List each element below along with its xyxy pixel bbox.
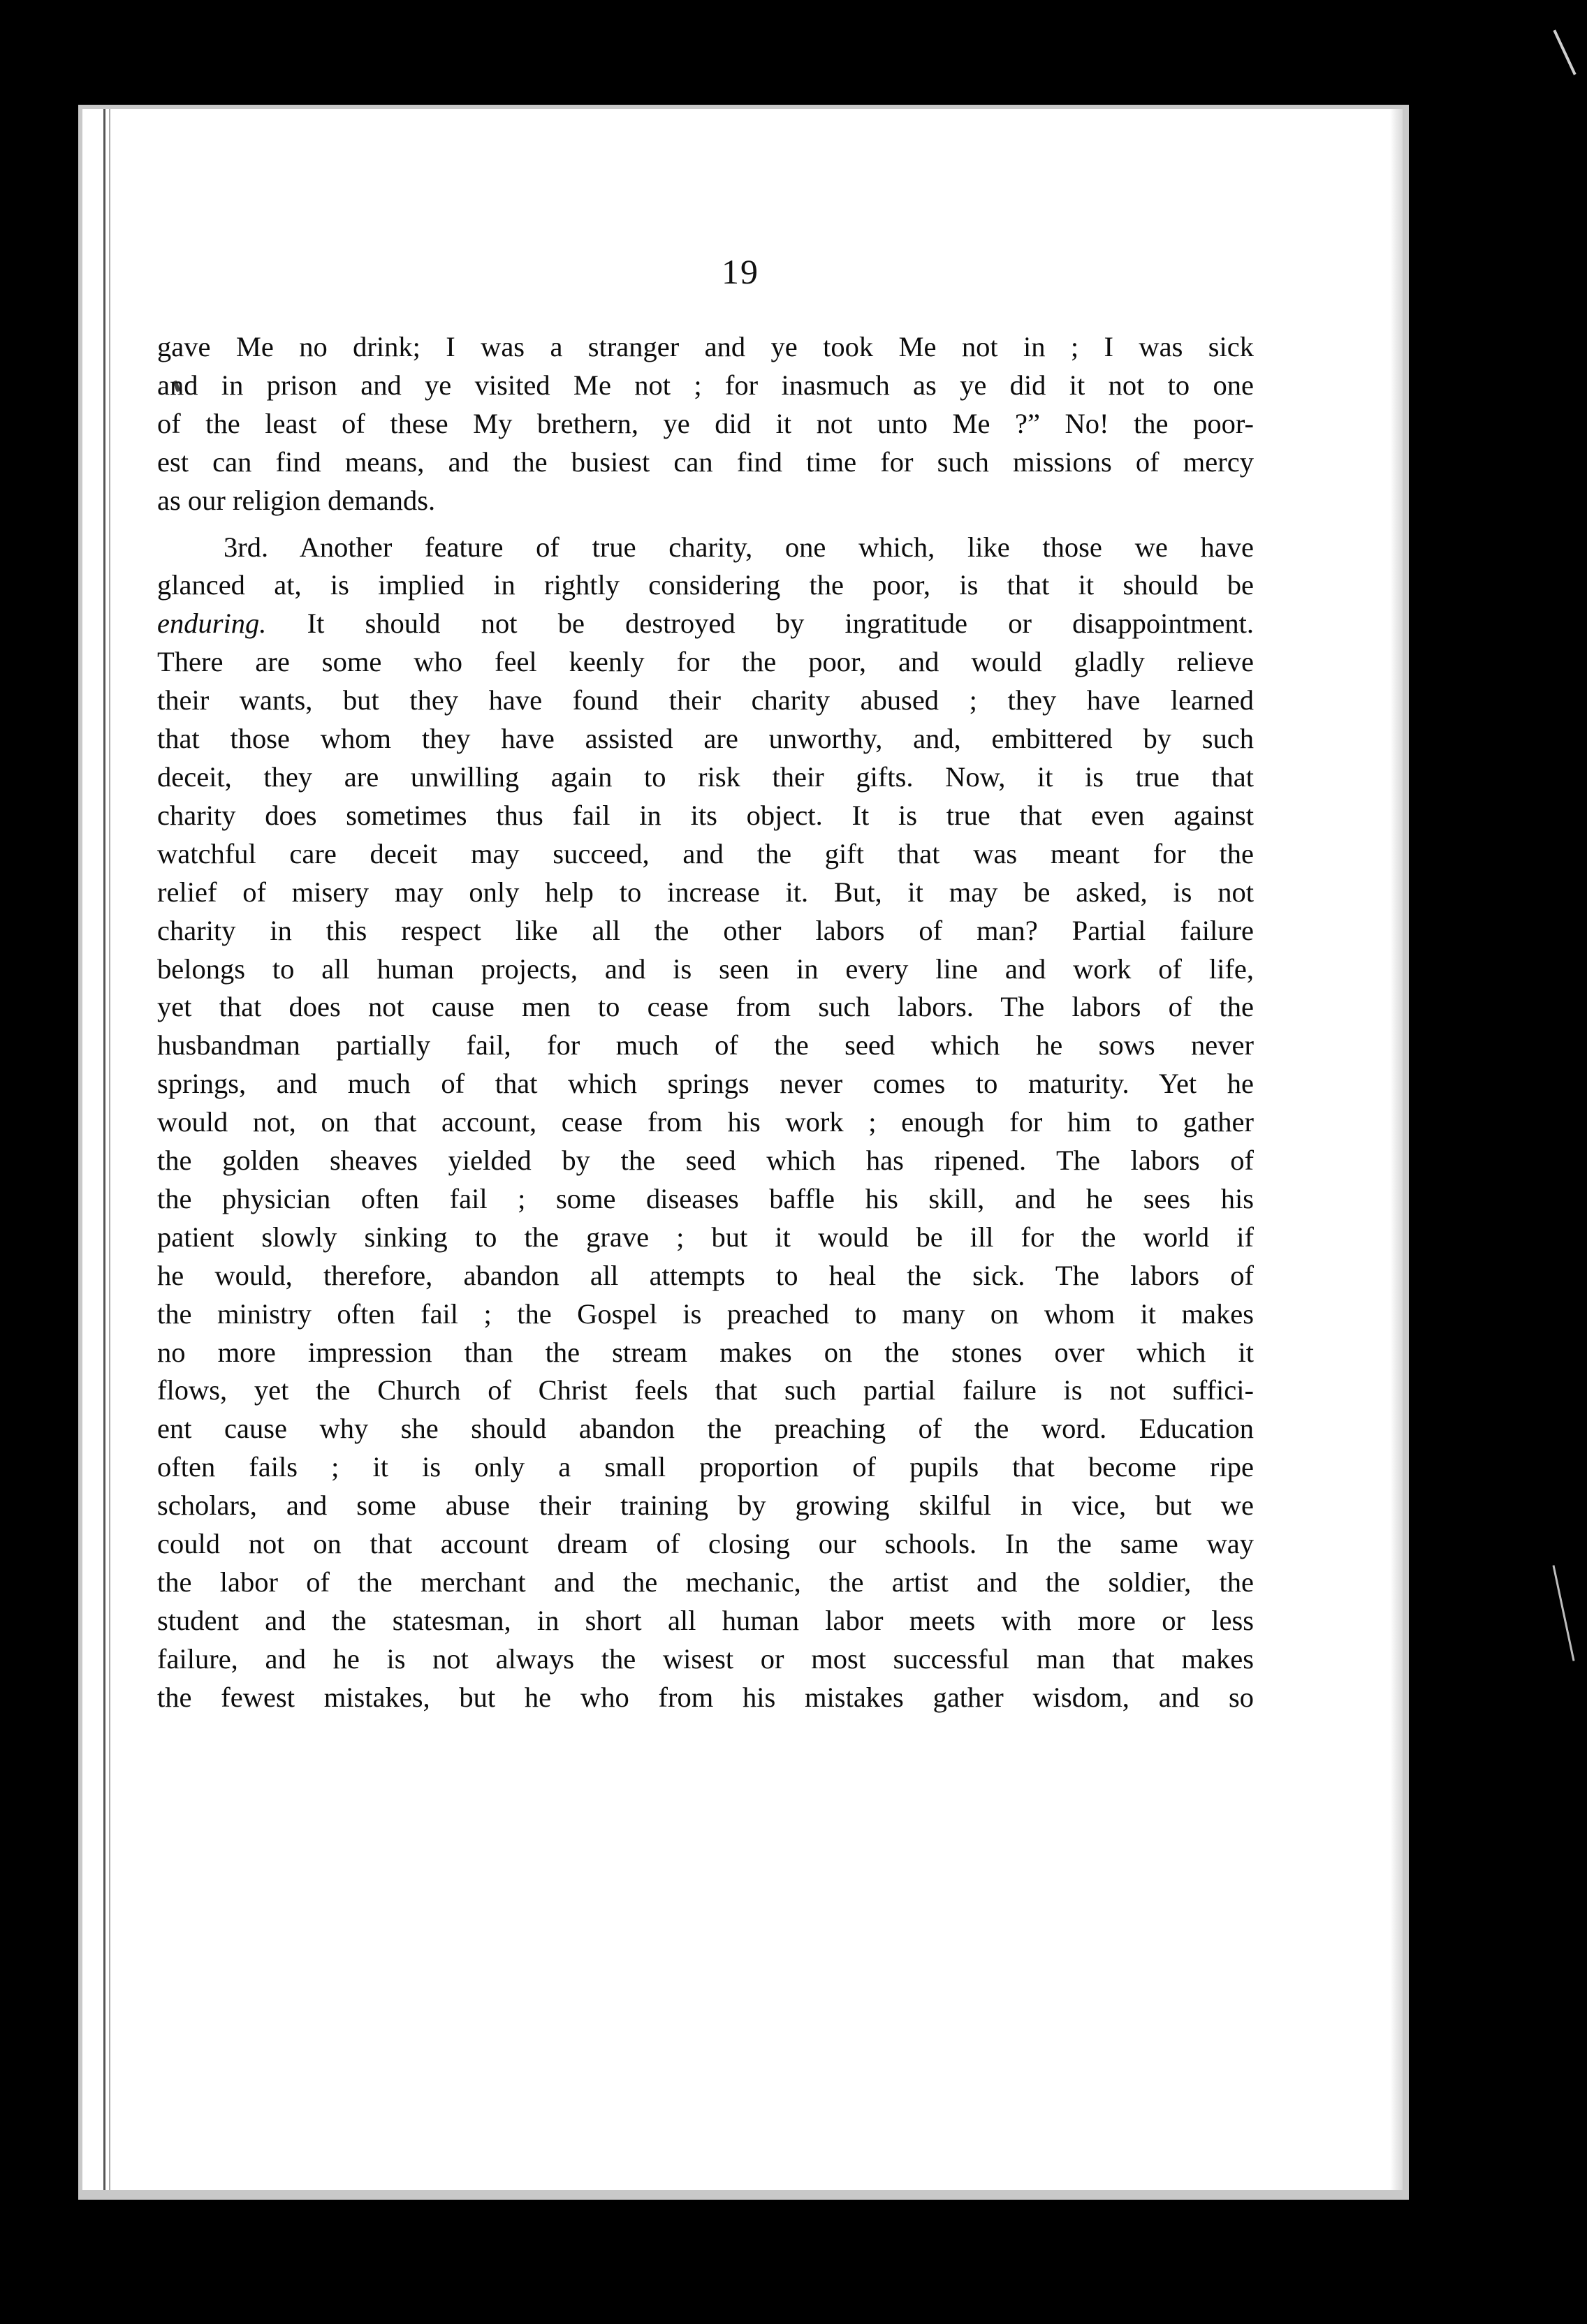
paragraph-third-point: [157, 529, 1254, 1717]
text-line: deceit, they are unwilling again to risk their gifts. Now, it is true that: [157, 760, 1254, 793]
text-line: often fails ; it is only a small proportion of pupils that become ripe: [157, 1451, 1254, 1483]
text-line: failure, and he is not always the wisest or most successful man that makes: [157, 1642, 1254, 1675]
text-line: the ministry often fail ; the Gospel is preached to many on whom it makes: [157, 1297, 1254, 1330]
text-line: husbandman partially fail, for much of the seed which he sows never: [157, 1029, 1254, 1061]
text-line: of the least of these My brethern, ye did it not unto Me ?” No! the poor-: [157, 407, 1254, 439]
scan-scratch-mark: [1553, 29, 1576, 75]
text-line: the labor of the merchant and the mechanic, the artist and the soldier, the: [157, 1566, 1254, 1598]
text-line: springs, and much of that which springs never comes to maturity. Yet he: [157, 1068, 1254, 1100]
page-number: 19: [722, 252, 759, 291]
text-line: that those whom they have assisted are unworthy, and, embittered by such: [157, 723, 1254, 755]
text-line: relief of misery may only help to increase it. But, it may be asked, is not: [157, 876, 1254, 908]
text-line: would not, on that account, cease from his work ; enough for him to gather: [157, 1106, 1254, 1138]
text-line: the physician often fail ; some diseases baffle his skill, and he sees his: [157, 1182, 1254, 1214]
text-line: enduring. It should not be destroyed by ingratitude or disappointment.: [157, 608, 1254, 640]
text-line: and in prison and ye visited Me not ; for inasmuch as ye did it not to one: [157, 369, 1254, 401]
text-line: the golden sheaves yielded by the seed which has ripened. The labors of: [157, 1145, 1254, 1177]
paragraph-continuation: [157, 328, 1254, 520]
text-line: flows, yet the Church of Christ feels that such partial failure is not suffici-: [157, 1374, 1254, 1406]
text-line: charity in this respect like all the other labors of man? Partial failure: [157, 914, 1254, 946]
text-line: est can find means, and the busiest can find time for such missions of mercy: [157, 446, 1254, 478]
binding-gutter-line-inner: [109, 109, 110, 2190]
text-line: glanced at, is implied in rightly considering the poor, is that it should be: [157, 569, 1254, 601]
scan-scratch-mark: [1552, 1565, 1574, 1661]
page-edge-shading: [1390, 109, 1403, 2190]
body-text: [157, 328, 1254, 1717]
text-line: yet that does not cause men to cease from such labors. The labors of the: [157, 991, 1254, 1023]
text-line: the fewest mistakes, but he who from his mistakes gather wisdom, and so: [157, 1681, 1254, 1713]
text-line: scholars, and some abuse their training by growing skilful in vice, but we: [157, 1490, 1254, 1522]
text-line: There are some who feel keenly for the poor, and would gladly relieve: [157, 646, 1254, 678]
emphasized-word: enduring.: [157, 608, 267, 640]
text-line: could not on that account dream of closing our schools. In the same way: [157, 1528, 1254, 1560]
text-line: 3rd. Another feature of true charity, one which, like those we have: [224, 531, 1254, 563]
text-line: charity does sometimes thus fail in its object. It is true that even against: [157, 799, 1254, 831]
text-line: watchful care deceit may succeed, and the gift that was meant for the: [157, 837, 1254, 869]
text-line: ent cause why she should abandon the preaching of the word. Education: [157, 1413, 1254, 1445]
text-line: their wants, but they have found their charity abused ; they have learned: [157, 684, 1254, 716]
text-line: no more impression than the stream makes on the stones over which it: [157, 1336, 1254, 1368]
text-line: he would, therefore, abandon all attempts to heal the sick. The labors of: [157, 1259, 1254, 1291]
binding-gutter-line: [103, 109, 105, 2190]
text-line: belongs to all human projects, and is seen in every line and work of life,: [157, 953, 1254, 985]
text-line: gave Me no drink; I was a stranger and ye took Me not in ; I was sick: [157, 331, 1254, 362]
text-line: student and the statesman, in short all human labor meets with more or less: [157, 1604, 1254, 1636]
text-line: patient slowly sinking to the grave ; but it would be ill for the world if: [157, 1221, 1254, 1253]
text-line: as our religion demands.: [157, 484, 436, 516]
